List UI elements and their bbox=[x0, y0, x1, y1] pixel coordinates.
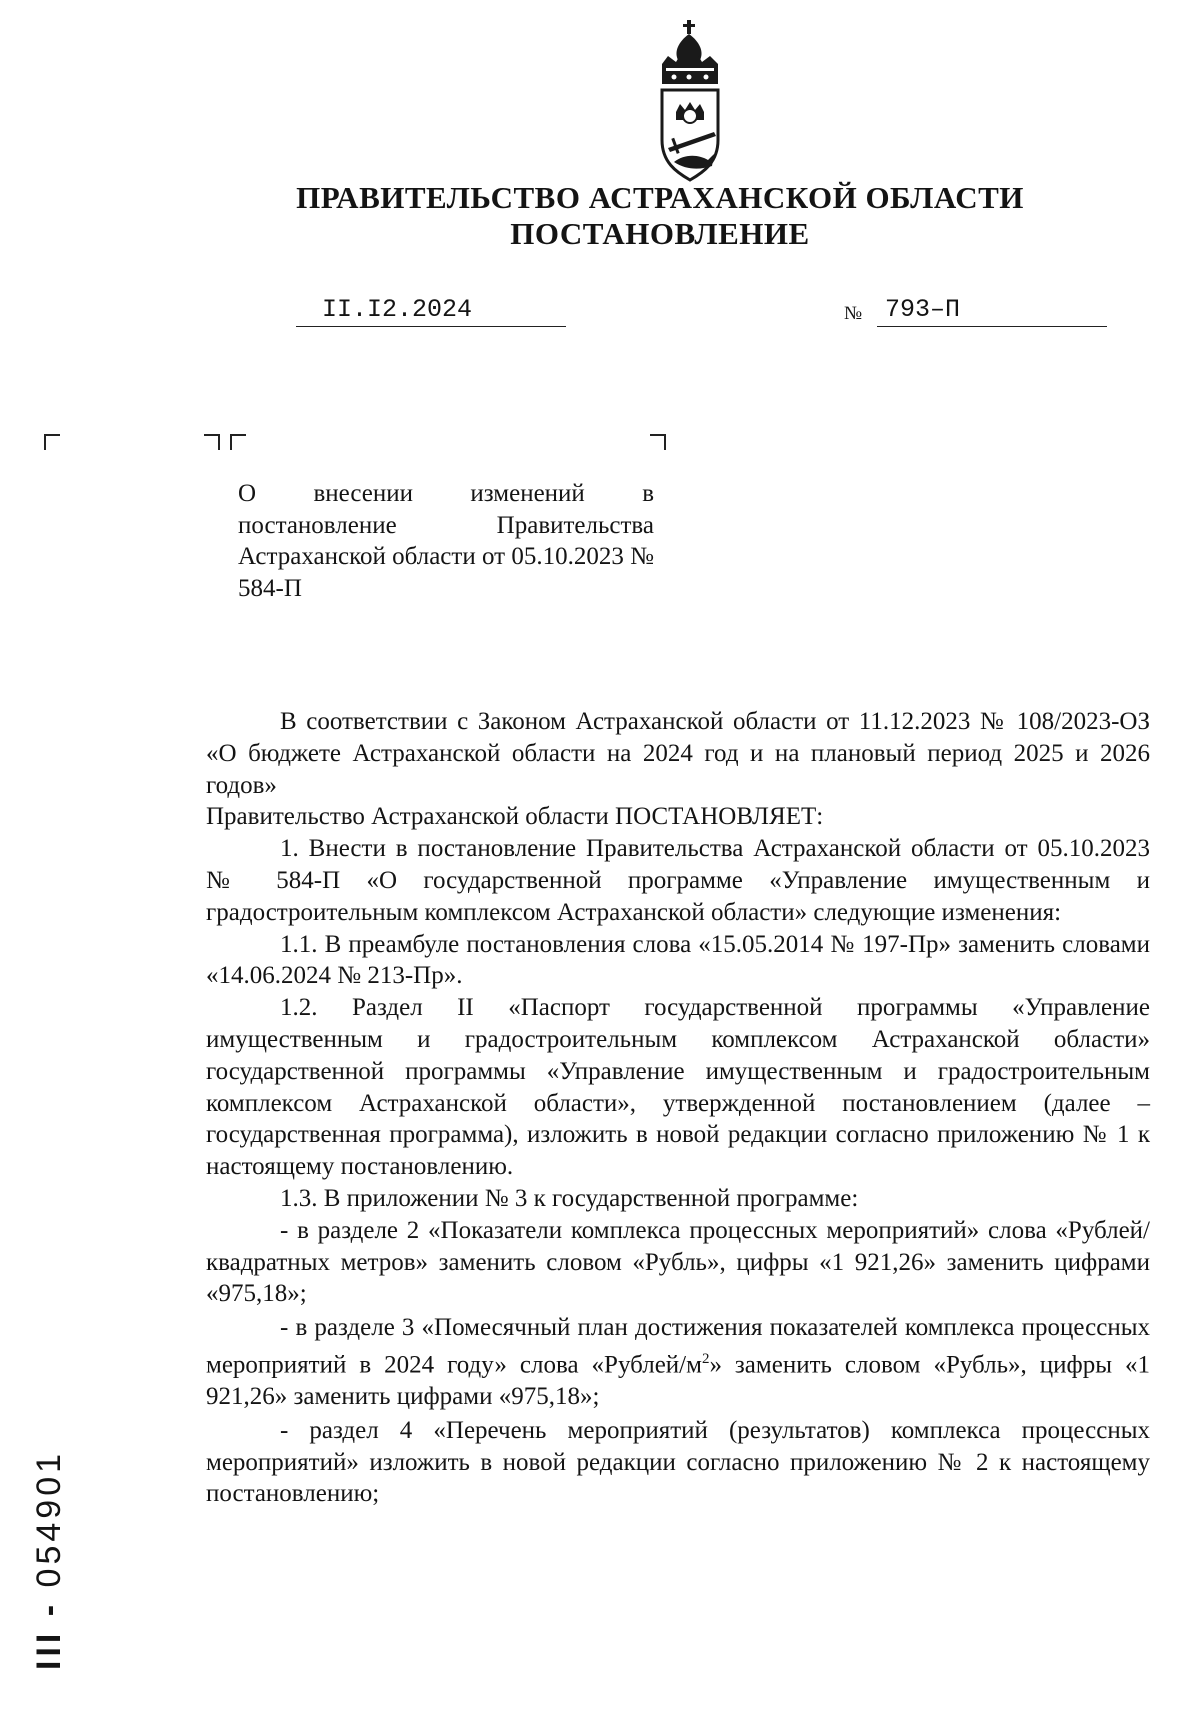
corner-bracket-mid-left bbox=[204, 434, 220, 450]
resolves-paragraph: Правительство Астраханской области ПОСТАНОВЛЯЕТ: bbox=[206, 803, 824, 831]
list-item-section-3 bbox=[206, 1312, 1150, 1413]
astrakhan-coat-of-arms-icon bbox=[648, 20, 732, 182]
list-item-section-4: - раздел 4 «Перечень мероприятий (результатов) комплекса процессных мероприятий» изложить в новой редакции согласно приложению № 2 к настоящему постановлению; bbox=[206, 1416, 1150, 1508]
serial-number: 054901 bbox=[30, 1449, 68, 1588]
side-serial-number bbox=[30, 1370, 70, 1670]
clause-1-1: 1.1. В преамбуле постановления слова «15.05.2014 № 197-Пр» заменить словами «14.06.2024 № 213-Пр». bbox=[206, 930, 1150, 990]
preamble-paragraph: В соответствии с Законом Астраханской области от 11.12.2023 № 108/2023-ОЗ «О бюджете Астраханской области на 2024 год и на плановый период 2025 и 2026 годов» bbox=[206, 708, 1150, 799]
list-item-section-3-text-a: - в разделе 3 «Помесячный план достижения показателей комплекса процессных мероприятий в 2024 году» слова «Рублей/м bbox=[206, 1314, 1150, 1379]
clause-1-2: 1.2. Раздел II «Паспорт государственной программы «Управление имущественным и градостроительным комплексом Астраханской области» государственной программы «Управление имущественным и градостроительным комплексом Астраханской области», утвержденной постановлением (далее – государственная программа), изложить в новой редакции согласно приложению № 1 к настоящему постановлению. bbox=[206, 994, 1150, 1181]
corner-bracket-mid-right bbox=[230, 434, 246, 450]
document-body bbox=[206, 706, 1150, 1510]
document-date: II.I2.2024 bbox=[296, 294, 566, 327]
clause-1: 1. Внести в постановление Правительства Астраханской области от 05.10.2023 № 584-П «О государственной программе «Управление имущественным и градостроительным комплексом Астраханской области» следующие изменения: bbox=[206, 835, 1150, 926]
clause-1-3: 1.3. В приложении № 3 к государственной программе: bbox=[280, 1184, 859, 1212]
superscript-two: 2 bbox=[701, 1350, 710, 1367]
corner-bracket-left bbox=[44, 434, 60, 450]
document-subject: О внесении изменений в постановление Правительства Астраханской области от 05.10.2023 № 584-П bbox=[238, 480, 654, 602]
list-item-section-3-text-b: » заменить словом «Рубль», цифры «1 921,26» заменить цифрами «975,18»; bbox=[206, 1351, 1150, 1411]
list-item-section-2: - в разделе 2 «Показатели комплекса процессных мероприятий» слова «Рублей/квадратных метров» заменить словом «Рубль», цифры «1 921,26» заменить цифрами «975,18»; bbox=[206, 1216, 1150, 1308]
serial-prefix: III - bbox=[30, 1600, 68, 1670]
document-type-heading: ПОСТАНОВЛЕНИЕ bbox=[510, 216, 810, 251]
corner-bracket-right bbox=[650, 434, 666, 450]
document-number: 793–П bbox=[877, 294, 1107, 327]
government-name-heading: ПРАВИТЕЛЬСТВО АСТРАХАНСКОЙ ОБЛАСТИ bbox=[296, 180, 1024, 215]
number-sign: № bbox=[844, 303, 863, 324]
